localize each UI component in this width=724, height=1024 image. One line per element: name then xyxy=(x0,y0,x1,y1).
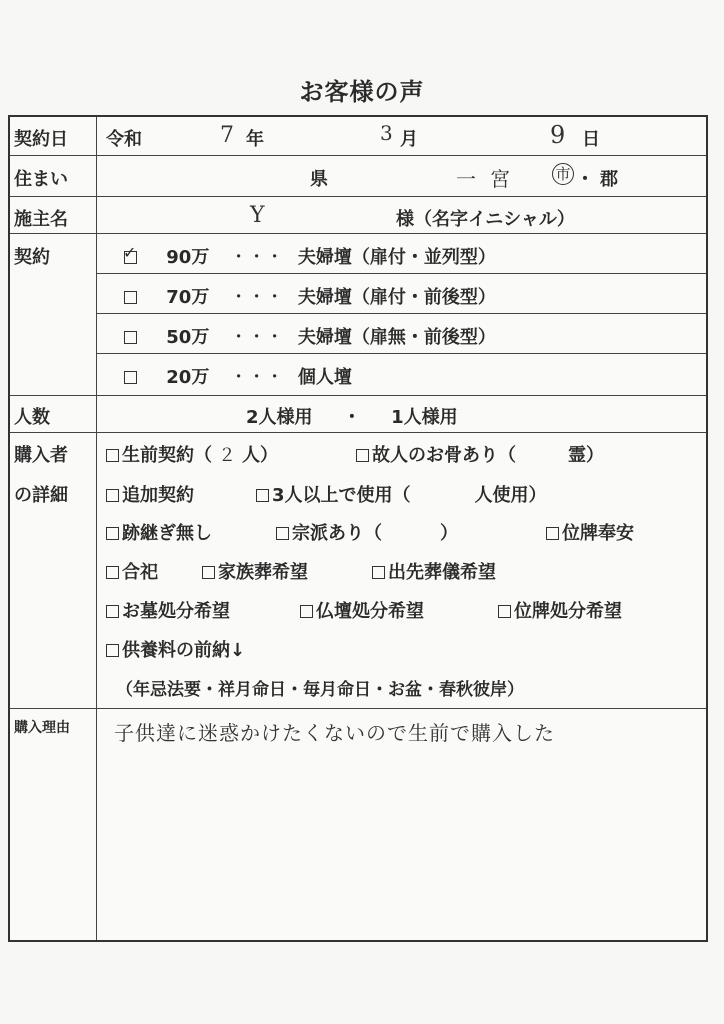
option-divider xyxy=(96,353,706,354)
option-dots: ・・・ xyxy=(229,247,284,268)
checkbox[interactable] xyxy=(202,566,215,579)
option-price: 50万 xyxy=(166,327,210,348)
people-separator: ・ xyxy=(342,407,361,428)
row-divider xyxy=(10,196,706,197)
checkbox[interactable] xyxy=(106,527,119,540)
month-unit: 月 xyxy=(400,129,418,150)
era-label: 令和 xyxy=(106,129,142,150)
contract-option-50 xyxy=(124,323,496,349)
sect-item xyxy=(276,519,458,545)
checkbox[interactable] xyxy=(300,605,313,618)
option-desc: 夫婦壇（扉付・前後型） xyxy=(297,287,496,308)
checkbox[interactable] xyxy=(546,527,559,540)
owner-suffix: 様（名字イニシャル） xyxy=(396,209,575,230)
no-successor-label: 跡継ぎ無し xyxy=(122,523,212,544)
altar-disposal-item xyxy=(300,597,424,623)
one-person-option: 1人様用 xyxy=(391,407,458,428)
checkbox[interactable] xyxy=(106,605,119,618)
city-unit-circled xyxy=(552,163,574,185)
check-mark-icon: ✓ xyxy=(123,243,137,262)
ihai-item xyxy=(546,519,634,545)
city-value: 一宮 xyxy=(456,167,524,191)
pre-contract-value: ２ xyxy=(218,445,236,466)
checkbox[interactable] xyxy=(256,489,269,502)
option-dots: ・・・ xyxy=(229,287,284,308)
three-plus-end: 人使用） xyxy=(474,485,547,506)
pre-contract-label: 生前契約（ xyxy=(122,445,212,466)
option-dots: ・・・ xyxy=(229,367,284,388)
ihai-disposal-item xyxy=(498,597,622,623)
residence-separator: ・ xyxy=(576,169,594,190)
three-plus-item xyxy=(256,481,547,507)
option-desc: 個人壇 xyxy=(297,367,352,388)
contract-year-value: 7 xyxy=(220,123,234,148)
deceased-bones-item xyxy=(356,441,604,467)
checkbox[interactable] xyxy=(106,566,119,579)
purchase-reason-text: 子供達に迷惑かけたくないので生前で購入した xyxy=(114,721,555,745)
contract-month-value: 3 xyxy=(380,121,393,145)
row-divider xyxy=(10,395,706,396)
altar-disposal-label: 仏壇処分希望 xyxy=(316,601,424,622)
row-divider xyxy=(10,155,706,156)
contract-date-label: 契約日 xyxy=(14,129,68,150)
checkbox[interactable] xyxy=(124,371,137,384)
outside-funeral-item xyxy=(372,558,496,584)
people-options xyxy=(246,403,458,429)
no-successor-item xyxy=(106,519,212,545)
contract-label: 契約 xyxy=(14,247,50,268)
checkbox[interactable] xyxy=(106,644,119,657)
pre-contract-item xyxy=(106,441,278,467)
grave-disposal-item xyxy=(106,597,230,623)
option-desc: 夫婦壇（扉付・並列型） xyxy=(297,247,496,268)
checkbox[interactable] xyxy=(372,566,385,579)
checkbox[interactable] xyxy=(498,605,511,618)
owner-initial-value: Y xyxy=(250,203,265,228)
row-divider xyxy=(10,233,706,234)
owner-label: 施主名 xyxy=(14,209,68,230)
offering-prepay-label: 供養料の前納↓ xyxy=(122,640,246,661)
row-divider xyxy=(10,708,706,709)
sect-end: ） xyxy=(440,523,458,544)
checkbox[interactable] xyxy=(356,449,369,462)
checkbox[interactable] xyxy=(124,331,137,344)
checkbox[interactable] xyxy=(124,291,137,304)
outside-funeral-label: 出先葬儀希望 xyxy=(388,562,496,583)
day-unit: 日 xyxy=(582,129,600,150)
residence-label: 住まい xyxy=(14,169,68,190)
option-divider xyxy=(96,313,706,314)
option-dots: ・・・ xyxy=(229,327,284,348)
row-divider xyxy=(10,432,706,433)
column-divider xyxy=(96,117,97,940)
year-unit: 年 xyxy=(246,129,264,150)
people-label: 人数 xyxy=(14,407,50,428)
three-plus-label: 3人以上で使用（ xyxy=(272,485,411,506)
contract-option-20 xyxy=(124,363,352,389)
contract-option-90 xyxy=(124,243,496,269)
buyer-details-label-line1: 購入者 xyxy=(14,445,68,466)
deceased-bones-label: 故人のお骨あり（ xyxy=(372,445,516,466)
customer-voice-form xyxy=(8,115,708,942)
option-price: 20万 xyxy=(166,367,210,388)
deceased-bones-end: 霊） xyxy=(568,445,604,466)
contract-day-value: 9 xyxy=(550,121,566,149)
pre-contract-end: 人） xyxy=(242,445,278,466)
family-funeral-label: 家族葬希望 xyxy=(218,562,308,583)
option-price: 90万 xyxy=(166,247,210,268)
two-person-option: 2人様用 xyxy=(246,407,313,428)
city-unit: 市 xyxy=(552,163,574,185)
offering-note: （年忌法要・祥月命日・毎月命日・お盆・春秋彼岸） xyxy=(116,680,524,700)
prefecture-unit: 県 xyxy=(310,169,328,190)
county-unit: 郡 xyxy=(600,169,618,190)
goshi-item xyxy=(106,558,158,584)
buyer-details-label-line2: の詳細 xyxy=(14,485,68,506)
ihai-label: 位牌奉安 xyxy=(562,523,634,544)
checkbox[interactable] xyxy=(276,527,289,540)
checkbox[interactable] xyxy=(123,243,137,264)
family-funeral-item xyxy=(202,558,308,584)
option-price: 70万 xyxy=(166,287,210,308)
ihai-disposal-label: 位牌処分希望 xyxy=(514,601,622,622)
option-divider xyxy=(96,273,706,274)
page-title: お客様の声 xyxy=(299,78,425,106)
offering-prepay-item xyxy=(106,636,245,662)
checkbox[interactable] xyxy=(106,489,119,502)
grave-disposal-label: お墓処分希望 xyxy=(122,601,230,622)
purchase-reason-label: 購入理由 xyxy=(14,720,70,736)
additional-contract-label: 追加契約 xyxy=(122,485,194,506)
goshi-label: 合祀 xyxy=(122,562,158,583)
contract-option-70 xyxy=(124,283,496,309)
additional-contract-item xyxy=(106,481,194,507)
checkbox[interactable] xyxy=(106,449,119,462)
sect-label: 宗派あり（ xyxy=(292,523,382,544)
option-desc: 夫婦壇（扉無・前後型） xyxy=(297,327,496,348)
